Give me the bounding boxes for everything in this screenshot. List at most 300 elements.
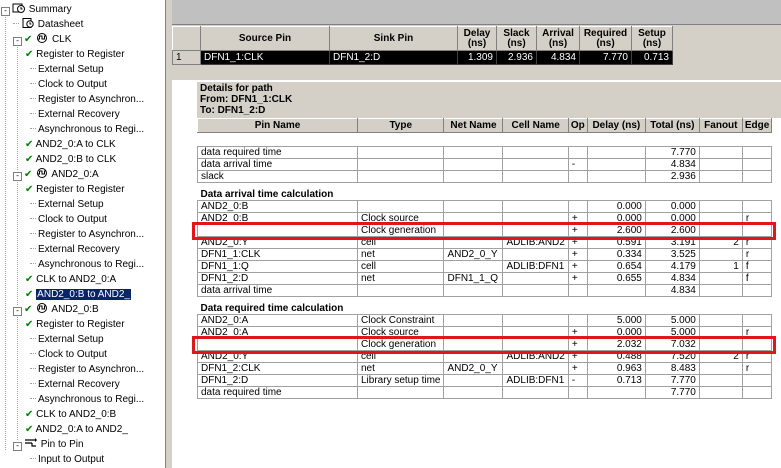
detail-cell [503,171,568,183]
detail-cell [699,147,742,159]
detail-cell [742,201,771,213]
detail-cell: r [742,237,771,249]
detail-cell: + [568,225,587,237]
detail-cell: 0.655 [587,273,645,285]
detail-cell: Library setup time [358,375,444,387]
path-cell: 2.936 [497,51,537,65]
detail-row [198,387,772,399]
tree-connector [30,353,36,354]
detail-cell [503,273,568,285]
detail-cell [503,133,568,147]
detail-cell: r [742,351,771,363]
tree-connector [30,83,36,84]
detail-cell: 4.179 [645,261,699,273]
details-from: From: DFN1_1:CLK [200,94,293,105]
tree-item[interactable] [30,377,120,392]
detail-cell [444,285,503,297]
detail-cell: cell [358,237,444,249]
tree-item-label: CLK to AND2_0:A [36,274,117,285]
detail-cell: 5.000 [587,315,645,327]
tree-item[interactable] [30,362,144,377]
detail-cell: 0.488 [587,351,645,363]
detail-column-header[interactable]: Total (ns) [645,119,699,133]
check-icon: ✔ [25,319,34,330]
detail-cell: + [568,237,587,249]
tree-item[interactable] [25,182,125,197]
detail-cell: 8.483 [645,363,699,375]
details-to: To: DFN1_2:D [200,105,266,116]
tree-connector [30,458,36,459]
detail-cell [699,201,742,213]
detail-cell [444,147,503,159]
path-details-panel [172,80,781,468]
tree-item[interactable] [13,437,84,452]
column-header[interactable]: Delay (ns) [458,27,497,51]
detail-cell: ADLIB:DFN1 [503,375,568,387]
detail-cell [444,315,503,327]
detail-row [198,363,772,375]
column-header[interactable] [173,27,201,51]
detail-cell: r [742,249,771,261]
detail-cell [587,285,645,297]
detail-cell: 0.713 [587,375,645,387]
column-header[interactable]: Source Pin [201,27,330,51]
detail-cell [587,387,645,399]
detail-cell: data required time [198,387,358,399]
detail-cell [587,171,645,183]
tree-connector [30,128,36,129]
tree-connector [30,98,36,99]
check-icon: ✔ [25,274,34,285]
detail-cell: 2.600 [645,225,699,237]
detail-row [198,147,772,159]
column-header[interactable]: Required (ns) [580,27,632,51]
detail-cell: AND2_0:A [198,327,358,339]
detail-cell: + [568,261,587,273]
detail-cell [444,171,503,183]
detail-cell [699,133,742,147]
check-icon: ✔ [25,139,34,150]
detail-cell [198,133,358,147]
check-icon: ✔ [24,34,33,45]
tree-item[interactable] [30,197,104,212]
detail-cell [568,201,587,213]
highlighted-row [198,339,772,351]
detail-cell: 2 [699,237,742,249]
path-cell: 0.713 [632,51,673,65]
tree-item[interactable] [25,422,128,437]
detail-cell [587,147,645,159]
detail-cell: 4.834 [645,273,699,285]
detail-cell [742,387,771,399]
tree-item-label: Register to Register [36,184,125,195]
tree-item-label: Asynchronous to Regi... [38,124,145,135]
detail-cell: AND2_0_Y [444,249,503,261]
tree-item-label: AND2_0:A [51,169,99,180]
tree-item-label: Pin to Pin [40,439,84,450]
tree-item-label: Summary [28,4,72,15]
detail-cell [742,339,771,351]
detail-cell: + [568,327,587,339]
detail-cell: 7.770 [645,375,699,387]
tree-guide-line [17,175,18,305]
tree-item-label: Asynchronous to Regi... [38,394,145,405]
detail-row [198,249,772,261]
clock-waveform-icon [35,34,49,45]
detail-cell [742,315,771,327]
tree-guide-line [17,40,18,170]
tree-connector [30,338,36,339]
detail-row [198,351,772,363]
tree-item[interactable] [1,2,72,17]
detail-cell: 2.600 [587,225,645,237]
detail-cell: 0.000 [645,201,699,213]
detail-cell [358,147,444,159]
tree-item-label: Register to Register [36,319,125,330]
detail-cell [503,201,568,213]
tree-item[interactable] [30,452,104,467]
tree-item[interactable] [13,17,83,32]
check-icon: ✔ [25,289,34,300]
detail-cell: slack [198,171,358,183]
tree-item-label: Clock to Output [38,214,107,225]
tree-item[interactable] [30,92,144,107]
collapse-toggle-icon[interactable]: - [13,307,22,316]
detail-cell [699,249,742,261]
detail-cell [444,213,503,225]
detail-cell [444,327,503,339]
collapse-toggle-icon[interactable]: - [13,442,22,451]
detail-cell: DFN1_1:CLK [198,249,358,261]
detail-cell: AND2_0_Y [444,363,503,375]
detail-row [198,171,772,183]
detail-cell [587,133,645,147]
column-header[interactable]: Slack (ns) [497,27,537,51]
tree-item-label: Register to Asynchron... [38,364,145,375]
detail-cell: DFN1_2:D [198,375,358,387]
detail-cell: DFN1_2:D [198,273,358,285]
detail-cell: 1 [699,261,742,273]
detail-cell: AND2_0:Y [198,237,358,249]
clock-summary-icon [12,4,26,15]
tree-connector [30,113,36,114]
top-empty-area [172,0,781,25]
check-icon: ✔ [24,304,33,315]
tree-item[interactable] [25,407,116,422]
detail-cell [444,387,503,399]
detail-cell [444,339,503,351]
detail-cell: AND2_0:Y [198,351,358,363]
tree-item[interactable] [25,317,125,332]
tree-connector [30,203,36,204]
tree-item-label: External Setup [38,199,104,210]
tree-item-label: AND2_0:A to AND2_ [35,424,128,435]
detail-cell [444,225,503,237]
tree-item[interactable] [30,212,107,227]
tree-item[interactable] [13,302,99,317]
tree-item[interactable] [30,122,144,137]
detail-cell [742,225,771,237]
detail-column-header[interactable]: Fanout [699,119,742,133]
detail-cell: 3.525 [645,249,699,261]
detail-cell: + [568,339,587,351]
detail-cell: Clock generation [358,339,444,351]
detail-cell: 0.000 [587,327,645,339]
detail-cell: AND2_0:A [198,315,358,327]
detail-cell: + [568,363,587,375]
detail-cell: data arrival time [198,285,358,297]
detail-cell [587,159,645,171]
detail-cell [503,147,568,159]
detail-cell: cell [358,351,444,363]
tree-item-label: External Setup [38,334,104,345]
tree-item[interactable] [25,137,116,152]
tree-item[interactable] [30,347,107,362]
detail-cell: 0.963 [587,363,645,375]
detail-cell: AND2_0:B [198,201,358,213]
tree-item[interactable] [30,242,120,257]
timing-tree[interactable] [0,0,166,468]
detail-cell: 0.000 [587,213,645,225]
detail-row [198,261,772,273]
detail-row [198,201,772,213]
tree-item-label: External Recovery [38,379,120,390]
tree-connector [30,218,36,219]
path-row[interactable] [173,51,673,65]
detail-cell: 4.834 [645,285,699,297]
detail-cell [358,201,444,213]
detail-cell [699,273,742,285]
column-header[interactable]: Sink Pin [330,27,458,51]
detail-cell: data required time [198,147,358,159]
detail-cell [358,159,444,171]
tree-connector [30,233,36,234]
tree-item[interactable] [30,332,104,347]
detail-cell [358,387,444,399]
detail-cell: 0.000 [587,201,645,213]
tree-connector [30,368,36,369]
detail-cell: - [568,159,587,171]
detail-cell [568,315,587,327]
detail-cell [503,387,568,399]
section-heading [198,297,772,315]
detail-cell [503,249,568,261]
detail-row [198,285,772,297]
tree-item[interactable] [25,272,116,287]
detail-column-header[interactable]: Edge [742,119,771,133]
detail-row [198,213,772,225]
collapse-toggle-icon[interactable]: - [13,37,22,46]
detail-column-header[interactable]: Op [568,119,587,133]
detail-cell: Clock Constraint [358,315,444,327]
tree-item-label: CLK to AND2_0:B [36,409,117,420]
tree-item[interactable] [13,32,71,47]
tree-connector [30,68,36,69]
tree-item-label: CLK [51,34,72,45]
detail-cell [358,285,444,297]
detail-cell: + [568,273,587,285]
path-cell: 7.770 [580,51,632,65]
detail-cell: Clock generation [358,225,444,237]
detail-column-header[interactable]: Type [358,119,444,133]
tree-guide-line [17,310,18,440]
detail-cell [358,171,444,183]
row-number: 1 [173,51,201,65]
detail-cell: + [568,213,587,225]
detail-cell [358,133,444,147]
tree-item[interactable] [25,152,116,167]
detail-column-header[interactable]: Net Name [444,119,503,133]
tree-item-label: AND2_0:B to CLK [35,154,117,165]
tree-item[interactable] [30,107,120,122]
detail-cell: DFN1_2:CLK [198,363,358,375]
detail-cell [699,159,742,171]
tree-item-label: External Recovery [38,109,120,120]
detail-cell [699,225,742,237]
detail-cell: ADLIB:AND2 [503,351,568,363]
tree-item-label: AND2_0:B [51,304,99,315]
detail-cell: cell [358,261,444,273]
clock-waveform-icon [35,169,49,180]
detail-cell [742,171,771,183]
tree-item-label: AND2_0:B to AND2_ [37,289,130,300]
detail-cell: ADLIB:DFN1 [503,261,568,273]
column-header[interactable]: Arrival (ns) [537,27,580,51]
detail-row [198,237,772,249]
tree-item-label: Register to Register [36,49,125,60]
tree-item[interactable] [30,227,144,242]
tree-item[interactable] [30,257,144,272]
detail-cell: f [742,261,771,273]
tree-item[interactable] [30,392,144,407]
detail-cell [699,327,742,339]
detail-column-header[interactable]: Delay (ns) [587,119,645,133]
tree-connector [30,398,36,399]
detail-cell [503,327,568,339]
detail-cell: 7.520 [645,351,699,363]
check-icon: ✔ [25,154,34,165]
detail-cell: 0.334 [587,249,645,261]
tree-item-label: Register to Asynchron... [38,229,145,240]
detail-cell [699,171,742,183]
detail-cell: 4.834 [645,159,699,171]
tree-item[interactable] [25,47,125,62]
detail-cell: r [742,213,771,225]
detail-cell [503,285,568,297]
detail-row [198,159,772,171]
detail-cell [444,237,503,249]
details-title: Details for path [200,83,273,94]
detail-cell: + [568,249,587,261]
detail-cell: 0.591 [587,237,645,249]
detail-cell: 2.032 [587,339,645,351]
detail-cell: r [742,327,771,339]
detail-cell [742,375,771,387]
detail-cell [503,363,568,375]
detail-cell: + [568,351,587,363]
detail-cell: 0.654 [587,261,645,273]
column-header[interactable]: Setup (ns) [632,27,673,51]
detail-cell: 7.770 [645,147,699,159]
check-icon: ✔ [25,184,34,195]
detail-cell [503,339,568,351]
tree-item-label: Clock to Output [38,79,107,90]
detail-cell [503,315,568,327]
detail-cell: f [742,273,771,285]
detail-cell [503,225,568,237]
detail-cell: 7.770 [645,387,699,399]
clock-waveform-icon [35,304,49,315]
detail-cell [742,147,771,159]
detail-cell [198,339,358,351]
detail-cell [568,285,587,297]
detail-cell [198,225,358,237]
detail-cell [568,387,587,399]
tree-item[interactable] [30,77,107,92]
tree-item-label: Asynchronous to Regi... [38,259,145,270]
detail-cell [742,159,771,171]
detail-cell: - [568,375,587,387]
tree-item-label: Clock to Output [38,349,107,360]
tree-item-label: Datasheet [37,19,84,30]
path-cell: DFN1_1:CLK [201,51,330,65]
path-cell: 4.834 [537,51,580,65]
detail-cell [742,133,771,147]
detail-cell: 0.000 [645,213,699,225]
detail-cell: 5.000 [645,327,699,339]
tree-item[interactable] [25,287,131,302]
tree-item-label: External Recovery [38,244,120,255]
detail-row [198,375,772,387]
detail-column-header[interactable]: Cell Name [503,119,568,133]
section-heading [198,183,772,201]
collapse-toggle-icon[interactable]: - [13,172,22,181]
detail-cell [645,133,699,147]
tree-connector [30,248,36,249]
tree-item[interactable] [30,62,104,77]
tree-item[interactable] [13,167,99,182]
pin-to-pin-icon [24,439,38,450]
datasheet-icon [21,19,35,30]
check-icon: ✔ [25,49,34,60]
detail-cell [699,315,742,327]
detail-cell [503,213,568,225]
detail-cell [699,363,742,375]
paths-table [172,26,673,65]
detail-row [198,315,772,327]
detail-cell [568,147,587,159]
detail-cell: r [742,363,771,375]
detail-row [198,327,772,339]
detail-cell [568,133,587,147]
detail-cell [699,339,742,351]
collapse-toggle-icon[interactable]: - [1,7,10,16]
tree-item-label: Input to Output [38,454,105,465]
tree-item-label: Register to Asynchron... [38,94,145,105]
detail-cell [444,375,503,387]
highlighted-row [198,225,772,237]
detail-cell: 5.000 [645,315,699,327]
detail-cell: Clock source [358,327,444,339]
detail-cell [444,159,503,171]
detail-cell: net [358,363,444,375]
detail-cell: 2 [699,351,742,363]
detail-cell: AND2_0:B [198,213,358,225]
detail-cell [444,261,503,273]
detail-column-header[interactable]: Pin Name [198,119,358,133]
tree-connector [30,263,36,264]
section-title: Data arrival time calculation [200,189,334,200]
